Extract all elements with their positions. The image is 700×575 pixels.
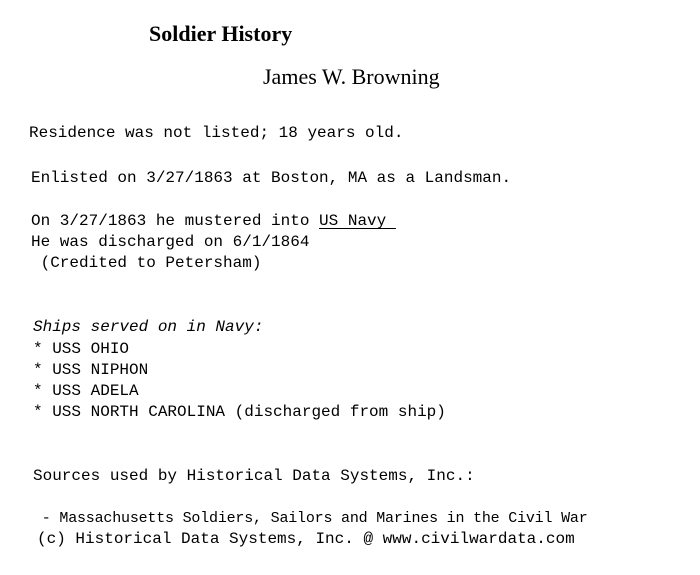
source-item: - Massachusetts Soldiers, Sailors and Marines in the Civil War (33, 510, 588, 527)
ship-item: * USS NIPHON (33, 361, 149, 379)
muster-unit-link[interactable]: US Navy (319, 212, 396, 230)
ship-item: * USS NORTH CAROLINA (discharged from ship) (33, 403, 446, 421)
page-title: Soldier History (149, 21, 293, 46)
sources-heading: Sources used by Historical Data Systems, Inc.: (33, 467, 475, 485)
muster-line (31, 211, 396, 232)
soldier-name: James W. Browning (263, 64, 440, 89)
copyright-line: (c) Historical Data Systems, Inc. @ www.civilwardata.com (37, 530, 575, 548)
ship-item: * USS OHIO (33, 340, 130, 358)
ships-heading: Ships served on in Navy: (33, 318, 264, 336)
muster-prefix: On 3/27/1863 he mustered into (31, 212, 320, 230)
discharge-line: He was discharged on 6/1/1864 (31, 233, 310, 251)
ship-item: * USS ADELA (33, 382, 139, 400)
residence-line: Residence was not listed; 18 years old. (29, 124, 404, 142)
enlistment-line: Enlisted on 3/27/1863 at Boston, MA as a Landsman. (31, 169, 512, 187)
credited-line: (Credited to Petersham) (31, 254, 262, 272)
